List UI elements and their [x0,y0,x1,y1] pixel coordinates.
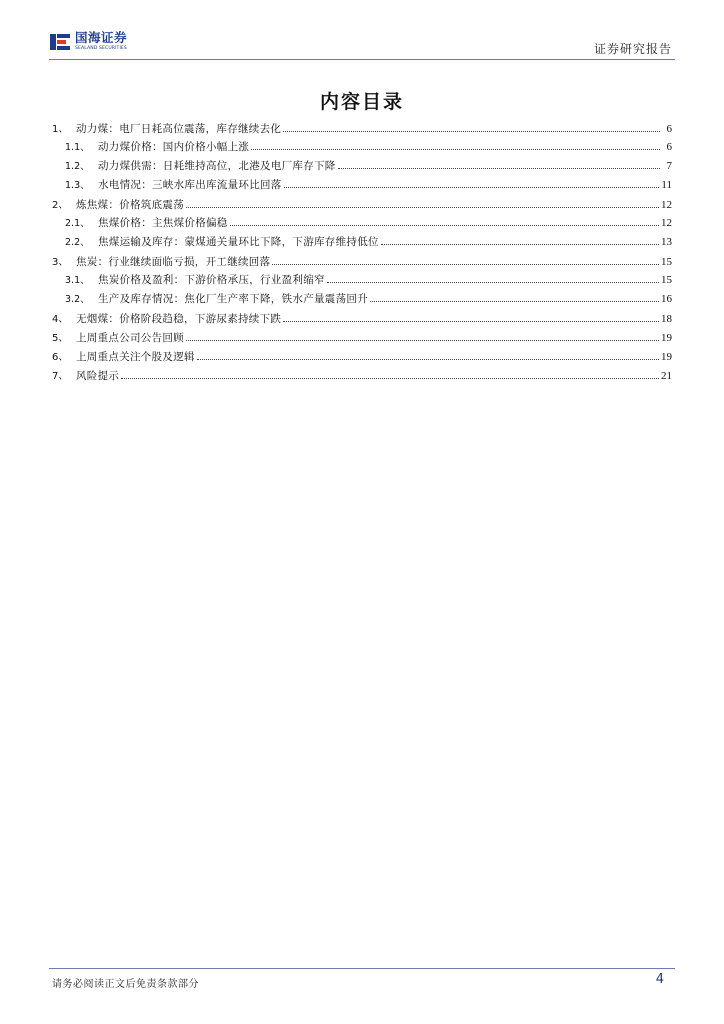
toc-entry-number: 1、 [52,124,69,135]
toc-entry[interactable] [52,272,672,291]
toc-entry-number: 6、 [52,352,69,363]
toc-leader-dots [186,339,659,341]
document-type: 证券研究报告 [593,42,672,56]
toc-entry-label: 风险提示 [76,370,120,382]
toc-entry-label: 上周重点关注个股及逻辑 [76,351,195,363]
toc-entry[interactable] [52,158,672,177]
toc-entry-label: 动力煤：电厂日耗高位震荡，库存继续去化 [76,123,282,135]
toc-leader-dots [338,167,660,169]
toc-leader-dots [283,130,660,132]
toc-entry-number: 1.2、 [65,161,90,172]
toc-leader-dots [121,377,659,379]
toc-leader-dots [186,206,659,208]
toc-entry-label: 动力煤供需：日耗维持高位，北港及电厂库存下降 [98,160,336,172]
toc-entry-page: 11 [661,179,672,191]
toc-entry-page: 18 [661,313,672,325]
toc-entry-number: 2、 [52,200,69,211]
toc-entry-number: 5、 [52,333,69,344]
toc-entry-label: 上周重点公司公告回顾 [76,332,184,344]
toc-entry[interactable] [52,196,672,215]
toc-entry-page: 21 [661,370,672,382]
toc-entry[interactable] [52,215,672,234]
toc-entry[interactable] [52,177,672,196]
toc-entry-number: 3.2、 [65,294,90,305]
toc-entry-page: 7 [666,160,672,172]
toc-entry[interactable] [52,291,672,310]
toc-leader-dots [370,300,659,302]
toc-entry-label: 无烟煤：价格阶段趋稳，下游尿素持续下跌 [76,313,282,325]
page-number: 4 [655,972,664,987]
toc-entry-number: 2.2、 [65,237,90,248]
toc-entry-label: 生产及库存情况：焦化厂生产率下降，铁水产量震荡回升 [98,293,368,305]
toc-entry-page: 6 [666,141,672,153]
toc-entry-page: 15 [661,256,672,268]
toc-entry-number: 2.1、 [65,218,90,229]
toc-entry-label: 焦炭：行业继续面临亏损，开工继续回落 [76,256,271,268]
toc-entry-number: 3.1、 [65,275,90,286]
logo-english-name: SEALAND SECURITIES [75,45,127,51]
logo-chinese-name: 国海证券 [75,30,128,46]
toc-entry-page: 19 [661,332,672,344]
toc-entry[interactable] [52,329,672,348]
toc-entry-number: 1.3、 [65,180,90,191]
toc-entry[interactable] [52,310,672,329]
page-header [0,0,724,62]
toc-entry[interactable] [52,348,672,367]
toc-entry-label: 水电情况：三峡水库出库流量环比回落 [98,179,282,191]
toc-entry-page: 19 [661,351,672,363]
table-of-contents [52,120,672,386]
toc-entry-page: 12 [661,217,672,229]
toc-entry-number: 7、 [52,371,69,382]
toc-entry[interactable] [52,367,672,386]
toc-entry[interactable] [52,234,672,253]
toc-entry-number: 1.1、 [65,142,90,153]
footer-disclaimer: 请务必阅读正文后免责条款部分 [52,979,199,990]
toc-leader-dots [327,281,659,283]
toc-leader-dots [230,224,659,226]
toc-entry-number: 4、 [52,314,69,325]
toc-entry-label: 动力煤价格：国内价格小幅上涨 [98,141,250,153]
header-divider [49,59,675,60]
toc-leader-dots [381,243,659,245]
toc-entry-label: 焦煤价格：主焦煤价格偏稳 [98,217,228,229]
toc-entry-page: 16 [661,293,672,305]
sealand-logo-icon [49,31,71,53]
toc-entry-page: 15 [661,274,672,286]
footer-divider [49,968,675,969]
company-logo [49,30,127,54]
toc-leader-dots [283,320,659,322]
toc-entry-number: 3、 [52,257,69,268]
toc-entry-page: 13 [661,236,672,248]
toc-entry[interactable] [52,139,672,158]
toc-leader-dots [284,186,660,188]
toc-leader-dots [251,148,660,150]
toc-entry-label: 焦煤运输及库存：蒙煤通关量环比下降，下游库存维持低位 [98,236,379,248]
toc-entry[interactable] [52,253,672,272]
toc-leader-dots [272,263,659,265]
toc-title: 内容目录 [319,91,404,113]
toc-entry-label: 焦炭价格及盈利：下游价格承压，行业盈利缩窄 [98,274,325,286]
toc-entry-label: 炼焦煤：价格筑底震荡 [76,199,184,211]
toc-entry-page: 12 [661,199,672,211]
toc-entry[interactable] [52,120,672,139]
toc-entry-page: 6 [666,123,672,135]
toc-leader-dots [197,358,659,360]
